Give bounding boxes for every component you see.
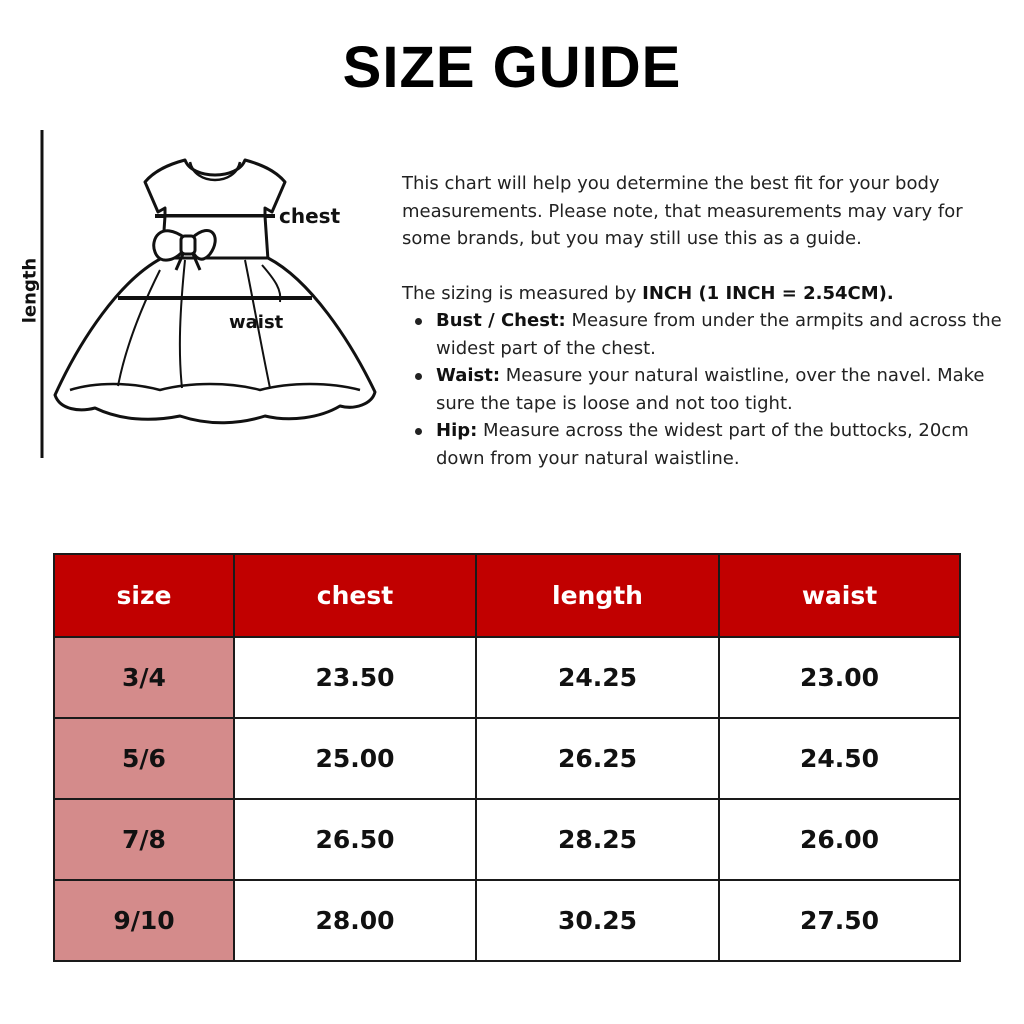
length-cell: 26.25 bbox=[476, 718, 719, 799]
chest-cell: 23.50 bbox=[234, 637, 476, 718]
table-row bbox=[54, 880, 960, 961]
unit-note bbox=[402, 280, 1002, 308]
dress-illustration bbox=[0, 120, 400, 480]
bullet-term: Waist: bbox=[436, 365, 501, 386]
list-item bbox=[402, 362, 1002, 417]
table-row bbox=[54, 799, 960, 880]
list-item bbox=[402, 417, 1002, 472]
header-size: size bbox=[54, 554, 234, 637]
bullet-term: Hip: bbox=[436, 420, 478, 441]
size-cell: 7/8 bbox=[54, 799, 234, 880]
table-header-row bbox=[54, 554, 960, 637]
table-row bbox=[54, 637, 960, 718]
header-length: length bbox=[476, 554, 719, 637]
waist-cell: 26.00 bbox=[719, 799, 960, 880]
intro-text: This chart will help you determine the best fit for your body measurements. Please note, that measurements may vary for some brands, but you may still use this as a guide. bbox=[402, 173, 963, 249]
bullet-text: Measure from under the armpits and across the widest part of the chest. bbox=[436, 310, 1002, 359]
chest-label: chest bbox=[279, 204, 341, 228]
list-item bbox=[402, 307, 1002, 362]
size-cell: 9/10 bbox=[54, 880, 234, 961]
table-row bbox=[54, 718, 960, 799]
length-cell: 28.25 bbox=[476, 799, 719, 880]
length-cell: 30.25 bbox=[476, 880, 719, 961]
measurement-info bbox=[402, 170, 1002, 472]
size-table bbox=[53, 553, 961, 962]
chest-cell: 25.00 bbox=[234, 718, 476, 799]
unit-prefix: The sizing is measured by bbox=[402, 282, 643, 304]
header-chest: chest bbox=[234, 554, 476, 637]
size-cell: 5/6 bbox=[54, 718, 234, 799]
length-cell: 24.25 bbox=[476, 637, 719, 718]
chest-cell: 28.00 bbox=[234, 880, 476, 961]
bullet-text: Measure your natural waistline, over the navel. Make sure the tape is loose and not too tight. bbox=[436, 365, 985, 414]
bullet-term: Bust / Chest: bbox=[436, 310, 566, 331]
waist-cell: 24.50 bbox=[719, 718, 960, 799]
length-label: length bbox=[19, 257, 41, 324]
size-cell: 3/4 bbox=[54, 637, 234, 718]
chest-cell: 26.50 bbox=[234, 799, 476, 880]
bullet-text: Measure across the widest part of the buttocks, 20cm down from your natural waistline. bbox=[436, 420, 969, 469]
unit-bold: INCH (1 INCH = 2.54CM). bbox=[642, 282, 894, 304]
page-title: SIZE GUIDE bbox=[342, 35, 682, 100]
dress-icon bbox=[0, 120, 400, 480]
waist-cell: 27.50 bbox=[719, 880, 960, 961]
header-waist: waist bbox=[719, 554, 960, 637]
measure-list bbox=[402, 307, 1002, 472]
waist-cell: 23.00 bbox=[719, 637, 960, 718]
waist-label: waist bbox=[229, 312, 284, 333]
